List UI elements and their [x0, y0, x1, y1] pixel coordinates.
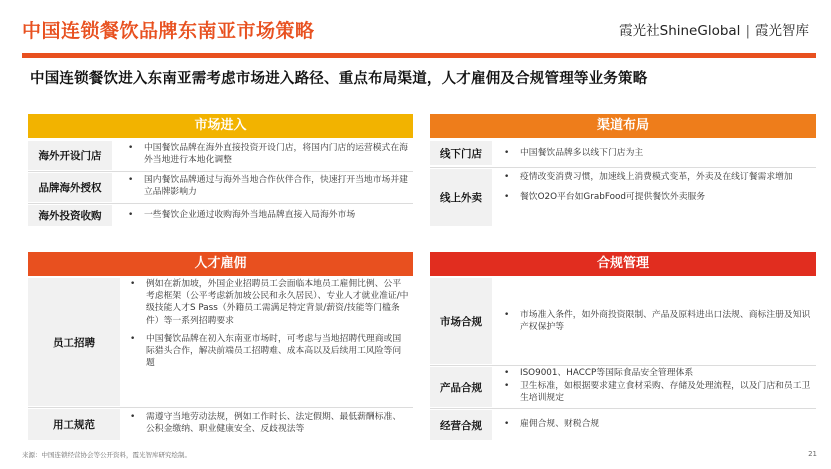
bullet-item: • 卫生标准，如根据要求建立食材采购、存储及处理流程，以及门店和员工卫生培训规定 — [500, 380, 812, 404]
brand-en: ShineGlobal — [659, 23, 741, 39]
bullet-item: • 中国餐饮品牌在初入东南亚市场时，可考虑与当地招聘代理商或国际猎头合作，解决前端员工招聘难、成本高以及后续用工风险等问题 — [126, 333, 409, 370]
compliance-panel — [430, 252, 816, 440]
row-label: 线下门店 — [430, 141, 492, 165]
row-label: 市场合规 — [430, 278, 492, 364]
bullet-item: • 中国餐饮品牌多以线下门店为主 — [500, 147, 812, 159]
compliance-row — [430, 410, 816, 440]
row-label: 产品合规 — [430, 367, 492, 407]
row-label: 品牌海外授权 — [28, 173, 112, 202]
channel-layout-panel — [430, 114, 816, 226]
bullet-item: • 市场准入条件，如外商投资限制、产品及原料进出口法规、商标注册及知识产权保护等 — [500, 309, 812, 333]
row-label: 员工招聘 — [28, 278, 120, 406]
compliance-row — [430, 367, 816, 407]
page-subtitle: 中国连锁餐饮进入东南亚需考虑市场进入路径、重点布局渠道，人才雇佣及合规管理等业务策略 — [30, 71, 648, 87]
bullet-item: • 餐饮O2O平台如GrabFood可提供餐饮外卖服务 — [500, 191, 812, 203]
brand-right: 霞光智库 — [755, 23, 809, 39]
title-accent-bar — [22, 53, 816, 58]
market-entry-row — [28, 173, 413, 202]
brand-cn: 霞光社 — [619, 23, 660, 39]
row-label: 用工规范 — [28, 409, 120, 440]
bullet-item: • 需遵守当地劳动法规，例如工作时长、法定假期、最低薪酬标准、公积金缴纳、职业健康安全、反歧视法等 — [126, 411, 409, 435]
bullet-item: • 疫情改变消费习惯，加速线上消费模式变革，外卖及在线订餐需求增加 — [500, 171, 812, 183]
talent-row — [28, 409, 413, 440]
market-entry-panel — [28, 114, 413, 226]
row-label: 海外投资收购 — [28, 205, 112, 226]
bullet-item: • ISO9001、HACCP等国际食品安全管理体系 — [500, 367, 812, 379]
row-label: 经营合规 — [430, 410, 492, 440]
talent-hiring-header: 人才雇佣 — [28, 252, 413, 276]
page-title: 中国连锁餐饮品牌东南亚市场策略 — [22, 20, 315, 42]
compliance-header: 合规管理 — [430, 252, 816, 276]
row-label: 线上外卖 — [430, 169, 492, 226]
channel-layout-header: 渠道布局 — [430, 114, 816, 138]
channel-row — [430, 141, 816, 165]
market-entry-row — [28, 205, 413, 226]
row-label: 海外开设门店 — [28, 141, 112, 170]
brand-separator: | — [745, 23, 750, 39]
talent-row — [28, 278, 413, 406]
market-entry-row — [28, 141, 413, 170]
channel-row — [430, 169, 816, 226]
bullet-item: • 中国餐饮品牌在海外直接投资开设门店，将国内门店的运营模式在海外当地进行本地化调整 — [124, 142, 409, 166]
source-footnote: 来源：中国连锁经营协会等公开资料，霞光智库研究绘制。 — [22, 451, 191, 459]
bullet-item: • 一些餐饮企业通过收购海外当地品牌直接入局海外市场 — [124, 209, 409, 221]
page-number: 21 — [808, 450, 817, 458]
bullet-item: • 雇佣合规、财税合规 — [500, 418, 812, 430]
compliance-row — [430, 278, 816, 364]
market-entry-header: 市场进入 — [28, 114, 413, 138]
bullet-item: • 国内餐饮品牌通过与海外当地合作伙伴合作，快速打开当地市场并建立品牌影响力 — [124, 174, 409, 198]
brand-logo — [619, 19, 809, 39]
talent-hiring-panel — [28, 252, 413, 440]
bullet-item: • 例如在新加坡，外国企业招聘员工会面临本地员工雇佣比例、公平考虑框架（公平考虑新加坡公民和永久居民）、专业人才就业准证/中级技能人才S Pass（外籍员工需满足特定背景/薪资/技能等门槛条件）等一系列招聘要求 — [126, 278, 409, 327]
